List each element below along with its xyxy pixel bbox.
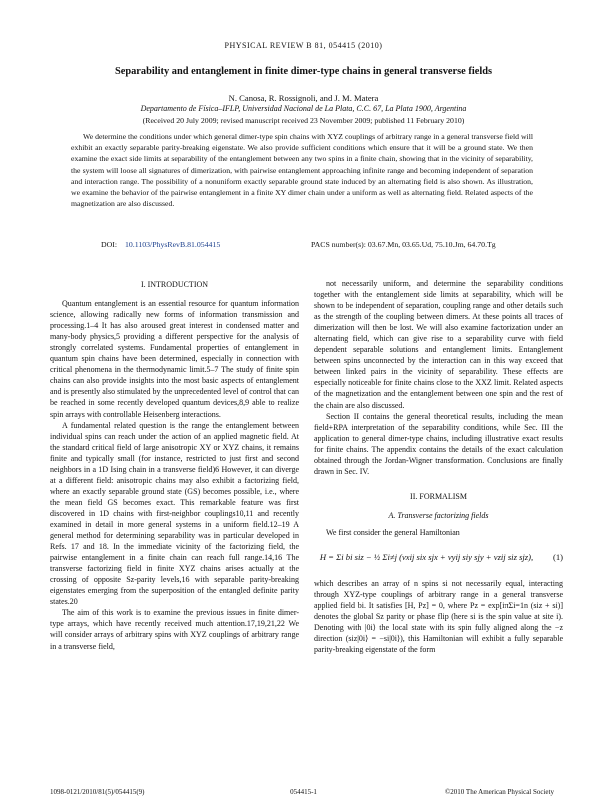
- pacs-numbers: PACS number(s): 03.67.Mn, 03.65.Ud, 75.10.Jm, 64.70.Tg: [311, 240, 496, 249]
- equation-body: H = Σi bi siz − ½ Σi≠j (vxij six sjx + vyij siy sjy + vzij siz sjz),: [319, 552, 534, 563]
- received-dates: (Received 20 July 2009; revised manuscript received 23 November 2009; published 11 February 2010): [142, 116, 465, 125]
- right-paragraph-after-equation: which describes an array of n spins si not necessarily equal, interacting through XYZ-type couplings of arbitrary range in a general transverse applied field bi. It satisfies [H, Pz] = 0, where Pz = exp[iπΣi=1n (siz + si)] denotes the global Sz parity or phase flip (here si is the spin value at site i). Denoting with |0i⟩ the local state with its spin fully aligned along the −z direction (siz|0i⟩ = −si|0i⟩), this Hamiltonian will exhibit a fully separable parity-breaking eigenstate of the form: [314, 578, 563, 655]
- footer-page-number: 054415-1: [290, 788, 317, 796]
- left-column: [50, 279, 299, 652]
- equation-1: [314, 544, 563, 572]
- affiliation: Departamento de Física–IFLP, Universidad Nacional de La Plata, C.C. 67, La Plata 1900, Argentina: [140, 104, 467, 113]
- paper-title: Separability and entanglement in finite dimer-type chains in general transverse fields: [114, 66, 493, 77]
- intro-paragraph-1: Quantum entanglement is an essential resource for quantum information science, allowing radically new forms of information transmission and processing.1–4 It has also aroused great interest in condensed matter and many-body physics,5 providing a different perspective for the analysis of strongly correlated systems. Fundamental properties of entanglement in quantum spin chains have been determined, especially in connection with critical phenomena in the thermodynamic limit.5–7 The study of finite spin chains can also provide insights into the most basic aspects of entanglement and is presently also stimulated by the unprecedented level of control that can be reached in some recently developed quantum devices,8,9 able to realize spin arrays with controllable Heisenberg interactions.: [50, 299, 299, 419]
- author-list: N. Canosa, R. Rossignoli, and J. M. Matera: [228, 93, 379, 103]
- abstract: We determine the conditions under which general dimer-type spin chains with XYZ couplings of arbitrary range in a general transverse field will exhibit an exactly separable parity-breaking eigenstate. We also provide sufficient conditions which ensure that it will be a ground state. We then examine the exact side limits at separability of the entanglement between any two spins in a finite chain, showing that in the vicinity of separability, the system will loose all signatures of dimerization, with pairwise entanglement approaching infinite range and becoming independent of separation and interaction range. The possibility of a nonuniform exactly separable ground state induced by an alternating field is also shown. As illustration, we examine the behavior of the pairwise entanglement in a finite XY dimer chain under a uniform as well as alternating field. Related aspects of the magnetization are also discussed.: [71, 132, 533, 209]
- intro-paragraph-2: A fundamental related question is the range the entanglement between individual spins can reach under the action of an applied magnetic field. At the standard critical field of large anisotropic XY or XYZ chains, it remains finite and typically small (for instance, restricted to just first and second neighbors in a 1D Ising chain in a transverse field)6 However, it can diverge at a different field: anisotropic chains may also exhibit a factorizing field, where an exactly separable ground state (GS) becomes possible, i.e., where the mean field GS becomes exact. This remarkable feature was first discovered in 1D chains with first-neighbor couplings10,11 and recently examined in detail in more general systems in a uniform field.12–19 A general method for determining separability was in particular developed in Refs. 17 and 18. In the immediate vicinity of the factorizing field, the pairwise entanglement in a finite chain can reach full range.14,16 The transverse factorizing field in finite XYZ chains arises actually at the crossing of opposite Sz-parity levels,16 with separable parity-breaking eigenstates emerging from the superposition of the entangled definite parity states.20: [50, 420, 299, 607]
- hamiltonian-lead-in: We first consider the general Hamiltonian: [326, 527, 460, 537]
- right-paragraph-1: not necessarily uniform, and determine the separability conditions together with the entanglement side limits at separability, which will be shown to be independent of separation, coupling range and other details such as the strength of the coupling between dimers. At these points all traces of dimerization will then be lost. We will also examine factorization under an alternating field, which can give rise to a separability curve with field dependent separable solutions and entanglement limits. Entanglement between spins unconnected by the interaction can in this way exceed that between linked pairs in the vicinity of separability. These effects are especially noticeable for finite chains close to the XXZ limit. Related aspects of the magnetization and the entanglement between one spin and the rest of the chain are also discussed.: [314, 279, 563, 410]
- footer-copyright: ©2010 The American Physical Society: [444, 788, 554, 796]
- doi-link[interactable]: 10.1103/PhysRevB.81.054415: [125, 240, 221, 249]
- footer-issn: 1098-0121/2010/81(5)/054415(9): [50, 788, 145, 796]
- right-paragraph-2: Section II contains the general theoretical results, including the mean field+RPA interpretation of the separability conditions, while Sec. III the application to general dimer-type chains, including illustrative exact results for finite chains. The appendix contains the details of the exact calculation obtained through the Jordan-Wigner transformation. Conclusions are finally drawn in Sec. IV.: [314, 411, 563, 476]
- journal-header: PHYSICAL REVIEW B 81, 054415 (2010): [224, 41, 383, 50]
- subsection-heading-factorizing: A. Transverse factorizing fields: [388, 510, 489, 520]
- right-column: [314, 278, 563, 655]
- equation-number: (1): [552, 552, 563, 563]
- section-heading-introduction: I. INTRODUCTION: [140, 280, 209, 289]
- intro-paragraph-3: The aim of this work is to examine the previous issues in finite dimer-type arrays, which have recently received much attention.17,19,21,22 We will consider arrays of arbitrary spins with XYZ couplings of arbitrary range in a transverse field,: [50, 608, 299, 651]
- section-heading-formalism: II. FORMALISM: [410, 491, 467, 501]
- doi-label: DOI:: [101, 240, 118, 249]
